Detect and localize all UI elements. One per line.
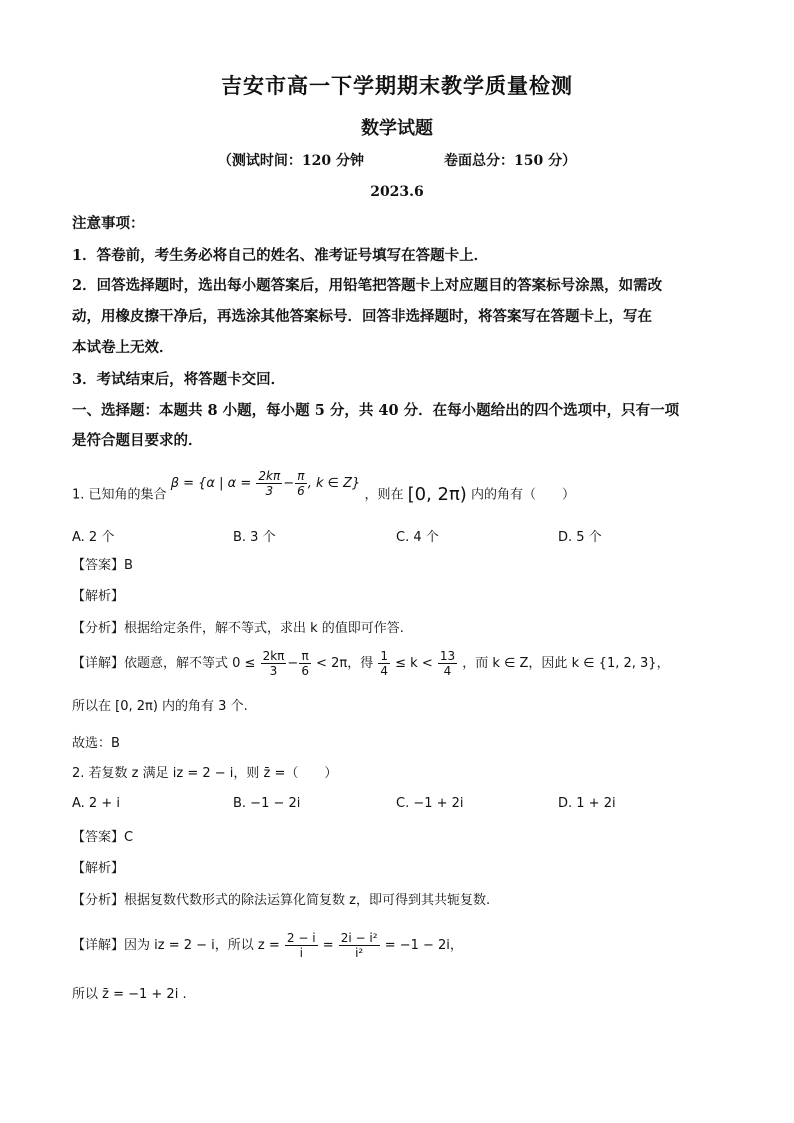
q1-answer-tag: 【答案】 (72, 558, 125, 573)
q2-fenxi-tag: 【分析】 (72, 893, 125, 908)
exam-meta (0, 150, 794, 170)
q2-xj-a: 因为 iz = 2 − i，所以 z = (124, 938, 280, 953)
q1-xj-c: < 2π，得 (316, 656, 374, 671)
q1-analysis-tag: 【解析】 (72, 589, 125, 604)
q2-option-c: C. −1 + 2i (396, 796, 464, 811)
q1-frac1-den: 3 (265, 483, 274, 498)
q2-xiangjie (72, 924, 722, 968)
q2-xj-frac2-num: 2i − i² (340, 931, 378, 945)
q1-xj-frac2-num: π (299, 649, 311, 664)
notice-item-2a: 2．回答选择题时，选出每小题答案后，用铅笔把答题卡上对应题目的答案标号涂黑，如需改 (72, 277, 663, 294)
q2-answer-value: C (124, 830, 134, 845)
q2-stem: 2. 若复数 z 满足 iz = 2 − i，则 z̄ =（ ） (72, 766, 338, 781)
q1-mid: ，则在 (364, 487, 404, 503)
exam-time: （测试时间：120 分钟 (217, 153, 364, 169)
q2-answer-tag: 【答案】 (72, 830, 125, 845)
q1-answer (72, 556, 722, 576)
q2-xj-frac1-den: i (299, 946, 303, 960)
q1-conclude: 所以在 [0, 2π) 内的角有 3 个. (72, 699, 248, 714)
q1-xj-frac3-den: 4 (380, 664, 388, 678)
section1-line-a: 一、选择题：本题共 8 小题，每小题 5 分，共 40 分．在每小题给出的四个选项中，只有一项 (72, 402, 680, 419)
notice-item-2b: 动，用橡皮擦干净后，再选涂其他答案标号．回答非选择题时，将答案写在答题卡上，写在 (72, 308, 652, 325)
q2-xj-b: = (322, 938, 334, 953)
q1-xj-b: − (287, 656, 299, 671)
q2-fenxi (72, 891, 722, 911)
q1-answer-value: B (124, 558, 133, 573)
notice-heading: 注意事项： (72, 215, 145, 232)
section1-line-b: 是符合题目要求的． (72, 432, 203, 449)
q2-option-a: A. 2 + i (72, 796, 120, 811)
q2-conclude: 所以 z̄ = −1 + 2i . (72, 987, 187, 1002)
q1-xj-d: ≤ k < (395, 656, 433, 671)
q1-fenxi (72, 619, 722, 639)
q1-minus: − (283, 475, 295, 491)
notice-item-3: 3．考试结束后，将答题卡交回． (72, 371, 286, 388)
q1-fenxi-text: 根据给定条件，解不等式，求出 k 的值即可作答. (124, 621, 404, 636)
q2-option-d: D. 1 + 2i (558, 796, 616, 811)
q1-option-c: C. 4 个 (396, 530, 439, 545)
q1-xiangjie (72, 644, 722, 684)
exam-date: 2023.6 (370, 184, 424, 200)
exam-subtitle: 数学试题 (361, 118, 433, 139)
q2-xj-frac1-num: 2 − i (286, 931, 316, 945)
q1-xj-frac4-den: 4 (443, 664, 452, 678)
q2-analysis-tag: 【解析】 (72, 861, 125, 876)
q1-interval: [0, 2π) (407, 484, 467, 505)
q2-fenxi-text: 根据复数代数形式的除法运算化简复数 z，即可得到其共轭复数. (124, 893, 491, 908)
q2-xiangjie-tag: 【详解】 (72, 938, 125, 953)
q2-xj-c: = −1 − 2i， (384, 938, 463, 953)
q1-option-b: B. 3 个 (233, 530, 276, 545)
q1-choose: 故选：B (72, 736, 120, 751)
exam-score: 卷面总分：150 分） (444, 153, 577, 169)
q1-xiangjie-tag: 【详解】 (72, 656, 125, 671)
q1-set-tail: , k ∈ Z} (307, 475, 361, 491)
q1-fenxi-tag: 【分析】 (72, 621, 125, 636)
q1-frac2-den: 6 (297, 483, 305, 498)
notice-item-1: 1．答卷前，考生务必将自己的姓名、准考证号填写在答题卡上． (72, 247, 489, 264)
q1-xj-frac1-num: 2kπ (262, 649, 285, 663)
q1-suffix: 内的角有（ ） (470, 487, 575, 503)
q2-answer (72, 828, 722, 848)
q2-option-b: B. −1 − 2i (233, 796, 301, 811)
q1-xj-frac3-num: 1 (380, 649, 388, 663)
q1-option-a: A. 2 个 (72, 530, 115, 545)
q1-xj-frac1-den: 3 (269, 664, 278, 678)
exam-title: 吉安市高一下学期期末教学质量检测 (221, 73, 573, 98)
q1-set-text: β = {α | α = (170, 475, 252, 491)
q1-xj-e: ，而 k ∈ Z，因此 k ∈ {1, 2, 3}， (462, 656, 670, 671)
q1-frac2-num: π (295, 469, 307, 484)
q1-option-d: D. 5 个 (558, 530, 602, 545)
q1-xj-a: 依题意，解不等式 0 ≤ (124, 656, 256, 671)
notice-item-2c: 本试卷上无效． (72, 339, 174, 356)
q2-xj-frac2-den: i² (355, 946, 364, 960)
q1-xj-frac4-num: 13 (439, 649, 456, 663)
q1-prefix: 1. 已知角的集合 (72, 487, 167, 503)
q1-xj-frac2-den: 6 (301, 664, 309, 678)
q1-frac1-num: 2kπ (258, 468, 281, 483)
